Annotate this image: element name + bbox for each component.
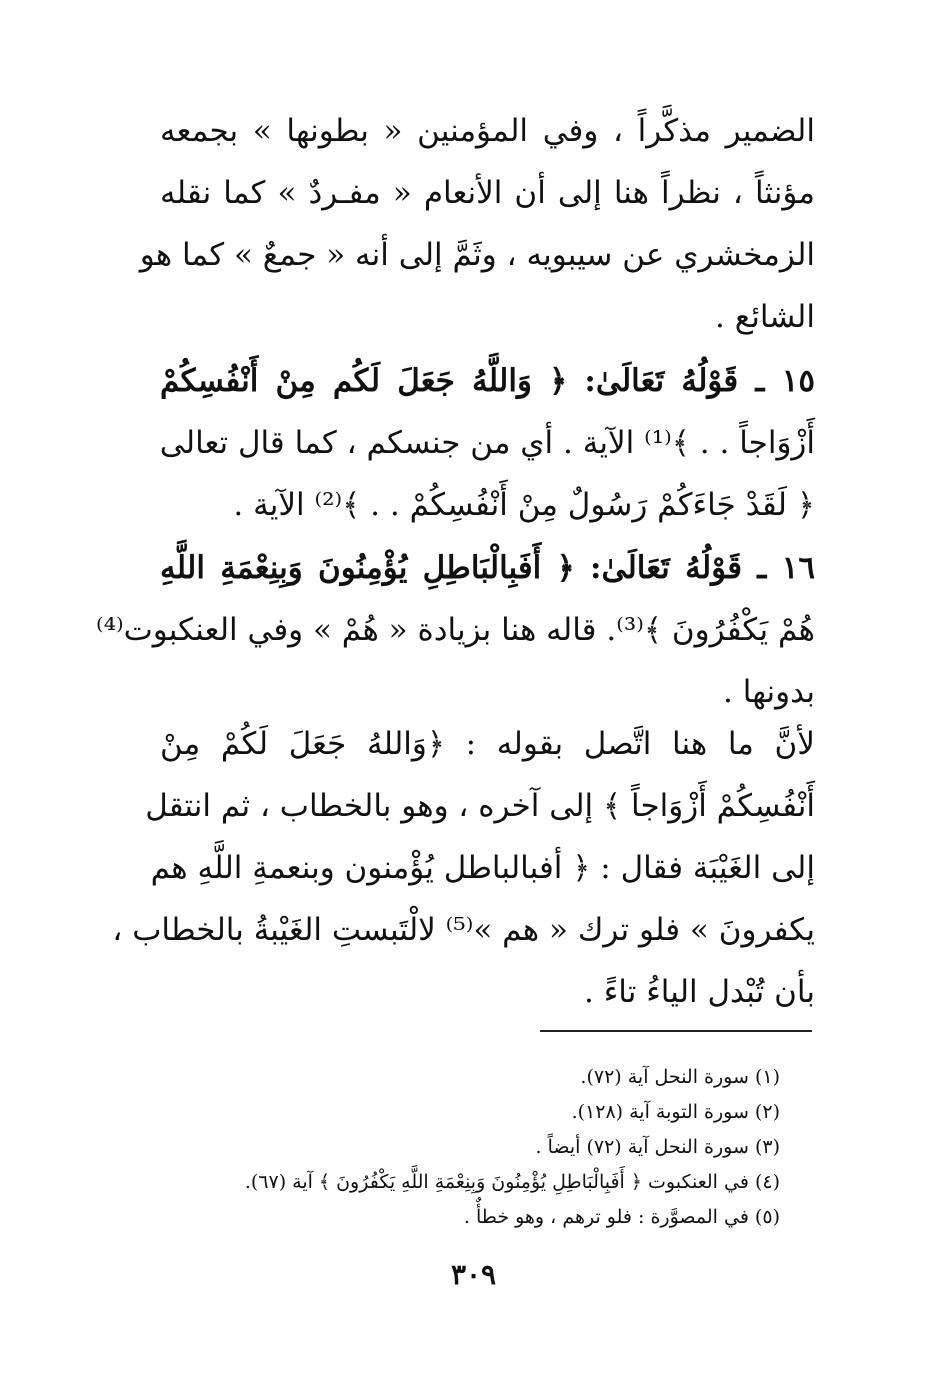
footnote: (٢) سورة التوبة آية (١٢٨). (571, 1101, 780, 1123)
text-line: إلى الغَيْبَة فقال : ﴿ أفبالباطل يُؤْمنون وبنعمةِ اللَّهِ هم (150, 850, 815, 886)
footnote: (٥) في المصوَّرة : فلو ترهم ، وهو خطأٌ . (463, 1206, 780, 1228)
paragraph-2 (160, 350, 815, 536)
text-line: أَنْفُسِكُمْ أَزْوَاجاً ﴾ إلى آخره ، وهو بالخطاب ، ثم انتقل (145, 788, 815, 824)
text-line: الشائع . (715, 299, 815, 335)
page-number: ٣٠٩ (450, 1258, 497, 1291)
text-line: ١٦ ـ قَوْلُهُ تَعَالَىٰ: ﴿ أَفَبِالْبَاطِلِ يُؤْمِنُونَ وَبِنِعْمَةِ اللَّهِ (160, 550, 815, 586)
text-line: يكفرونَ » فلو ترك « هم »⁽⁵⁾ لالْتَبستِ الغَيْبةُ بالخطاب ، (112, 912, 815, 948)
text-line: بدونها . (723, 674, 815, 710)
text-line: ﴿ لَقَدْ جَاءَكُمْ رَسُولٌ مِنْ أَنْفُسِكُمْ . . ﴾⁽²⁾ الآية . (233, 487, 815, 523)
footnote: (٣) سورة النحل آية (٧٢) أيضاً . (535, 1136, 780, 1158)
text-line: بأن تُبْدل الياءُ تاءً . (584, 974, 815, 1010)
text-line: لأنَّ ما هنا اتَّصل بقوله : ﴿وَاللهُ جَعَلَ لَكُمْ مِنْ (160, 726, 815, 762)
text-line: الضمير مذكَّراً ، وفي المؤمنين « بطونها » بجمعه (160, 113, 815, 149)
footnote-divider (540, 1030, 812, 1032)
paragraph-1 (139, 100, 815, 348)
text-line: ١٥ ـ قَوْلُهُ تَعَالَىٰ: ﴿ وَاللَّهُ جَعَلَ لَكُم مِنْ أَنْفُسِكُمْ (160, 363, 815, 399)
text-line: الزمخشري عن سيبويه ، وثَمَّ إلى أنه « جمعٌ » كما هو (139, 237, 815, 273)
footnote: (١) سورة النحل آية (٧٢). (580, 1066, 780, 1088)
paragraph-3 (95, 537, 815, 723)
text-line: أَزْوَاجاً . . ﴾⁽¹⁾ الآية . أي من جنسكم ، كما قال تعالى (159, 425, 815, 461)
text-line: مؤنثاً ، نظراً هنا إلى أن الأنعام « مفـردٌ » كما نقله (160, 175, 815, 211)
footnote: (٤) في العنكبوت ﴿ أَفَبِالْبَاطِلِ يُؤْمِنُونَ وَبِنِعْمَةِ اللَّهِ يَكْفُرُونَ ﴾ آية (٦٧). (244, 1171, 780, 1193)
footnotes (160, 1060, 780, 1235)
paragraph-4 (112, 713, 815, 1023)
text-line: هُمْ يَكْفُرُونَ ﴾⁽³⁾. قاله هنا بزيادة « هُمْ » وفي العنكبوت⁽⁴⁾ (95, 612, 815, 648)
